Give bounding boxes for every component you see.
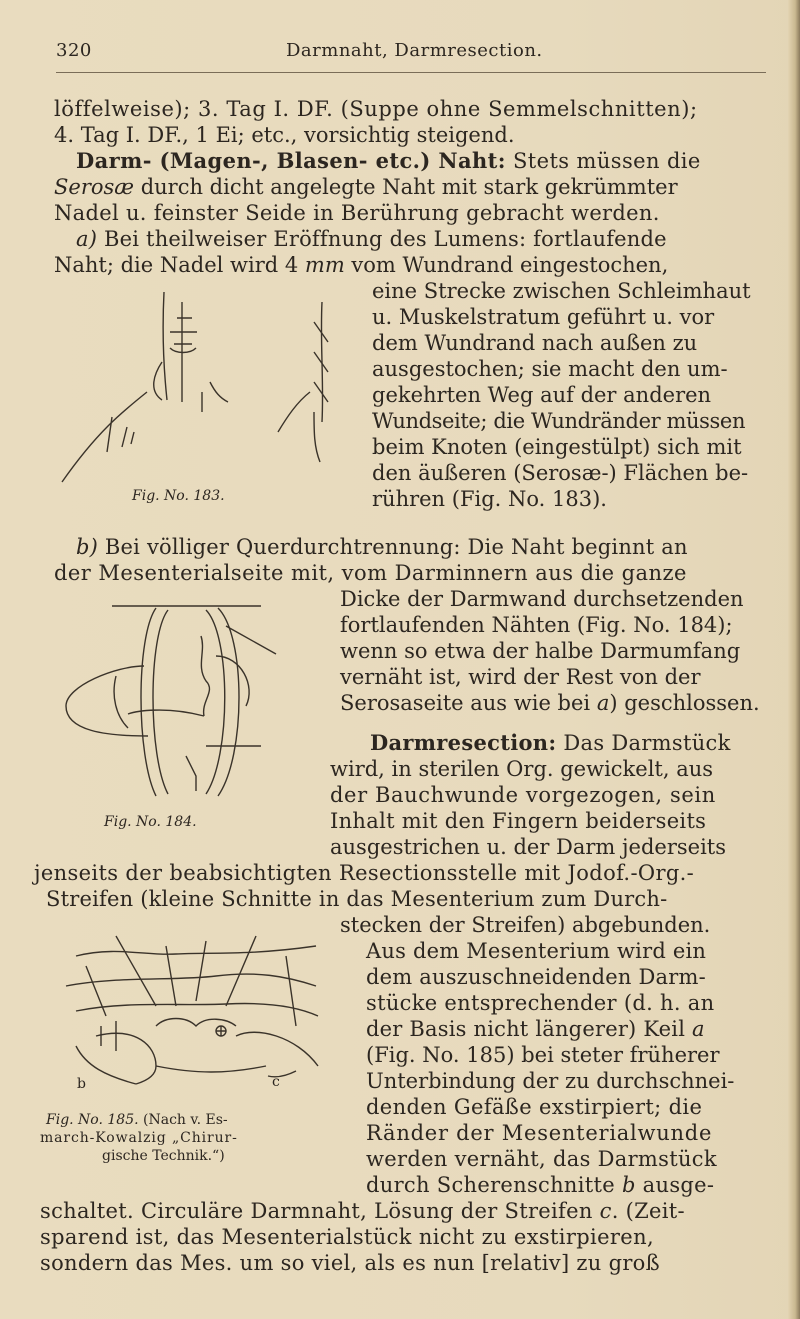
text-line: Inhalt mit den Fingern beiderseits — [330, 809, 707, 833]
text-line: wird, in sterilen Org. gewickelt, aus — [330, 757, 714, 781]
text-line: schaltet. Circuläre Darmnaht, Lösung der Streifen c. (Zeit- — [40, 1199, 685, 1223]
text-line: sparend ist, das Mesenterialstück nicht zu exstirpieren, — [40, 1225, 654, 1249]
text-line: löffelweise); 3. Tag I. DF. (Suppe ohne Semmelschnitten); — [54, 97, 698, 121]
running-title: Darmnaht, Darmresection. — [286, 40, 543, 61]
text-line: Naht; die Nadel wird 4 mm vom Wundrand eingestochen, — [54, 253, 669, 277]
text-line: denden Gefäße exstirpiert; die — [366, 1095, 703, 1119]
text-line: sondern das Mes. um so viel, als es nun [relativ] zu groß — [40, 1251, 660, 1275]
text-line: (Fig. No. 185) bei steter früherer — [366, 1043, 720, 1067]
text-line: Serosæ durch dicht angelegte Naht mit stark gekrümmter — [54, 175, 678, 199]
text-line: Nadel u. feinster Seide in Berührung gebracht werden. — [54, 201, 660, 225]
text-line: werden vernäht, das Darmstück — [366, 1147, 717, 1171]
text-line: Wundseite; die Wundränder müssen — [372, 409, 746, 433]
page-number: 320 — [56, 40, 92, 61]
text-line: den äußeren (Serosæ-) Flächen be- — [372, 461, 749, 485]
text-line: Streifen (kleine Schnitte in das Mesenterium zum Durch- — [46, 887, 668, 911]
figure-184-intestine-suture-diagram — [56, 596, 326, 806]
figure-183-suture-diagram — [52, 282, 352, 502]
text-line: Aus dem Mesenterium wird ein — [366, 939, 707, 963]
text-line: Ränder der Mesenterialwunde — [366, 1121, 713, 1145]
text-line: a) Bei theilweiser Eröffnung des Lumens: fortlaufende — [76, 227, 667, 251]
text-line: stücke entsprechender (d. h. an — [366, 991, 715, 1015]
text-line: rühren (Fig. No. 183). — [372, 487, 607, 511]
text-line: u. Muskelstratum geführt u. vor — [372, 305, 715, 329]
text-line: der Mesenterialseite mit, vom Darminnern aus die ganze — [54, 561, 687, 585]
text-line: gekehrten Weg auf der anderen — [372, 383, 712, 407]
text-line: beim Knoten (eingestülpt) sich mit — [372, 435, 742, 459]
figure-185-label-c: c — [272, 1074, 280, 1090]
text-line: Darm- (Magen-, Blasen- etc.) Naht: Stets müssen die — [76, 148, 701, 173]
figure-183-caption: Fig. No. 183. — [132, 488, 225, 504]
text-line: vernäht ist, wird der Rest von der — [340, 665, 701, 689]
text-line: ausgestochen; sie macht den um- — [372, 357, 728, 381]
text-line: fortlaufenden Nähten (Fig. No. 184); — [340, 613, 733, 637]
text-line: dem auszuschneidenden Darm- — [366, 965, 706, 989]
section-heading-darmresection: Darmresection: — [370, 730, 557, 755]
text-line: der Basis nicht längerer) Keil a — [366, 1017, 705, 1041]
figure-185-caption-line2: march-Kowalzig „Chirur- — [40, 1130, 238, 1146]
text-line: ausgestrichen u. der Darm jederseits — [330, 835, 727, 859]
text-line: Darmresection: Das Darmstück — [370, 730, 731, 755]
header-rule — [56, 72, 766, 73]
section-heading-darmnaht: Darm- (Magen-, Blasen- etc.) Naht: — [76, 148, 506, 173]
figure-185-caption: Fig. No. 185. (Nach v. Es- — [46, 1112, 228, 1128]
running-header — [56, 40, 756, 70]
text-line: 4. Tag I. DF., 1 Ei; etc., vorsichtig steigend. — [54, 123, 515, 147]
text-line: Unterbindung der zu durchschnei- — [366, 1069, 735, 1093]
text-line: b) Bei völliger Querdurchtrennung: Die Naht beginnt an — [76, 535, 688, 559]
figure-184-caption: Fig. No. 184. — [104, 814, 197, 830]
figure-185-label-b: b — [77, 1076, 86, 1092]
text-line: durch Scherenschnitte b ausge- — [366, 1173, 715, 1197]
text-line: Dicke der Darmwand durchsetzenden — [340, 587, 744, 611]
text-line: Serosaseite aus wie bei a) geschlossen. — [340, 691, 760, 715]
text-line: jenseits der beabsichtigten Resectionsstelle mit Jodof.-Org.- — [34, 861, 695, 885]
text-line: dem Wundrand nach außen zu — [372, 331, 698, 355]
text-line: eine Strecke zwischen Schleimhaut — [372, 279, 751, 303]
figure-185-caption-line3: gische Technik.“) — [102, 1148, 225, 1164]
page-edge-shadow — [788, 0, 800, 1319]
text-line: der Bauchwunde vorgezogen, sein — [330, 783, 716, 807]
text-line: wenn so etwa der halbe Darmumfang — [340, 639, 741, 663]
figure-185-resection-diagram — [56, 926, 326, 1096]
text-line: stecken der Streifen) abgebunden. — [340, 913, 711, 937]
